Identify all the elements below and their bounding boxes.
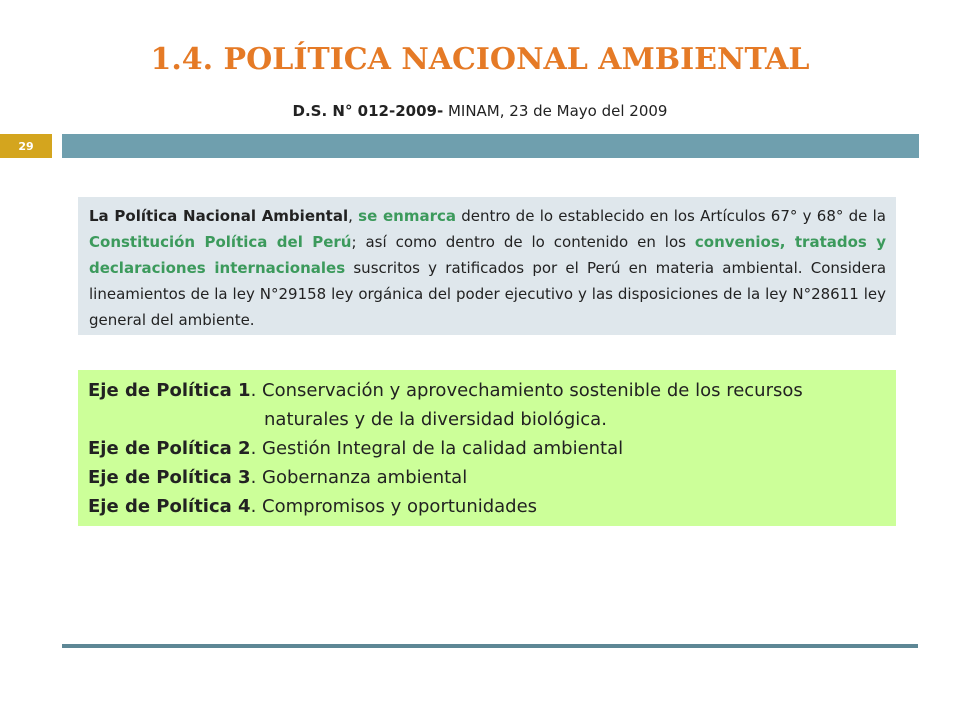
policy-axis-item: [88, 492, 886, 521]
header-accent-bar: [62, 134, 919, 158]
intro-policy-name: La Política Nacional Ambiental: [89, 207, 349, 225]
intro-text: ,: [348, 207, 359, 225]
axis-label: Eje de Política 1: [88, 380, 251, 401]
axis-text: . Gobernanza ambiental: [250, 467, 468, 488]
intro-text: ; así como dentro de lo contenido en los: [351, 233, 695, 251]
slide-number: 29: [18, 139, 34, 153]
axis-label: Eje de Política 2: [88, 438, 251, 459]
intro-highlight: convenios, tratados y declaraciones internacionales: [89, 233, 886, 277]
intro-paragraph-box: [78, 197, 896, 335]
slide-subtitle: [0, 102, 960, 120]
axis-text: . Conservación y aprovechamiento sostenible de los recursos: [250, 380, 803, 401]
policy-axis-item: [88, 434, 886, 463]
slide-number-badge: [0, 134, 52, 158]
axis-text: . Compromisos y oportunidades: [250, 496, 538, 517]
intro-highlight: Constitución Política del Perú: [89, 233, 352, 251]
slide-title: 1.4. POLÍTICA NACIONAL AMBIENTAL: [150, 42, 810, 77]
policy-axis-continuation: naturales y de la diversidad biológica.: [264, 409, 607, 430]
axis-label: Eje de Política 3: [88, 467, 251, 488]
intro-text: dentro de lo establecido en los Artículos 67° y 68° de la: [456, 207, 887, 225]
intro-text: suscritos y ratificados por el Perú en materia ambiental.: [345, 259, 811, 277]
decree-number: D.S. N° 012-2009-: [292, 102, 444, 120]
intro-text: Considera lineamientos de la ley N°29158 ley orgánica del poder ejecutivo y las disposiciones de la ley N°28611 ley general del ambiente.: [89, 259, 887, 329]
axis-text: . Gestión Integral de la calidad ambiental: [250, 438, 624, 459]
policy-axes-box: [78, 370, 896, 526]
axis-label: Eje de Política 4: [88, 496, 251, 517]
policy-axis-item: [88, 463, 886, 492]
intro-highlight: se enmarca: [358, 207, 456, 225]
policy-axis-item: [88, 376, 886, 405]
decree-date: MINAM, 23 de Mayo del 2009: [443, 102, 668, 120]
footer-divider: [62, 644, 918, 648]
